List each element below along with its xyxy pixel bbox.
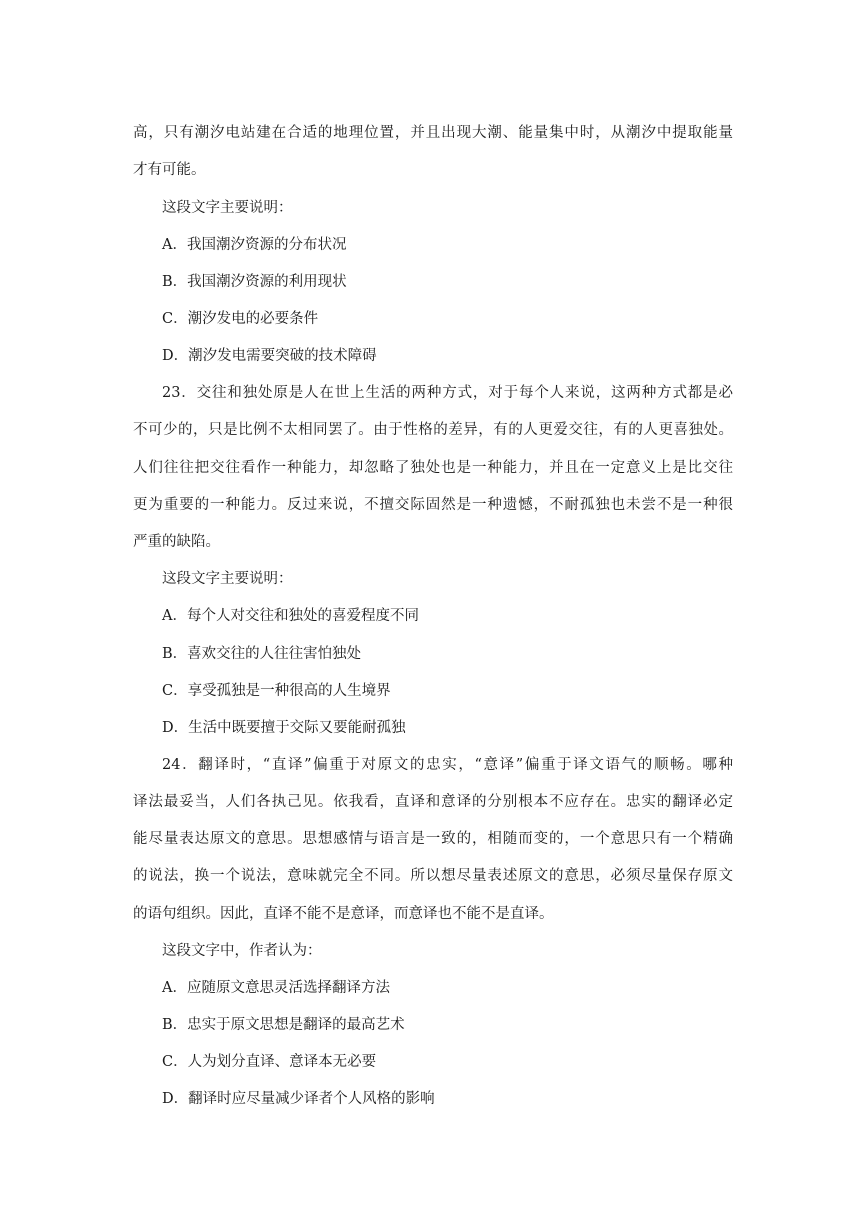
q24-option-a: A．应随原文意思灵活选择翻译方法 bbox=[162, 980, 390, 996]
q24-text-line-5: 的语句组织。因此，直译不能不是意译，而意译也不能不是直译。 bbox=[133, 906, 554, 922]
q24-text-line-2: 译法最妥当，人们各执己见。依我看，直译和意译的分别根本不应存在。忠实的翻译必定 bbox=[133, 794, 733, 810]
q23-text-line-4: 更为重要的一种能力。反过来说，不擅交际固然是一种遗憾，不耐孤独也未尝不是一种很 bbox=[133, 497, 733, 513]
q23-option-c: C．享受孤独是一种很高的人生境界 bbox=[162, 683, 391, 699]
q24-option-b: B．忠实于原文思想是翻译的最高艺术 bbox=[162, 1017, 405, 1033]
q22-option-a: A．我国潮汐资源的分布状况 bbox=[162, 237, 347, 253]
q23-text-line-2: 不可少的，只是比例不太相同罢了。由于性格的差异，有的人更爱交往，有的人更喜独处。 bbox=[133, 422, 733, 438]
q23-option-a: A．每个人对交往和独处的喜爱程度不同 bbox=[162, 608, 419, 624]
q22-prompt: 这段文字主要说明： bbox=[162, 200, 293, 216]
q23-prompt: 这段文字主要说明： bbox=[162, 571, 293, 587]
q22-option-c: C．潮汐发电的必要条件 bbox=[162, 311, 319, 327]
q24-text-line-1: 24．翻译时，“直译”偏重于对原文的忠实，“意译”偏重于译文语气的顺畅。哪种 bbox=[162, 757, 733, 773]
q23-option-d: D．生活中既要擅于交际又要能耐孤独 bbox=[162, 720, 406, 736]
q22-text-line-1: 高，只有潮汐电站建在合适的地理位置，并且出现大潮、能量集中时，从潮汐中提取能量 bbox=[133, 125, 733, 141]
q22-option-b: B．我国潮汐资源的利用现状 bbox=[162, 274, 347, 290]
q23-text-line-3: 人们往往把交往看作一种能力，却忽略了独处也是一种能力，并且在一定意义上是比交往 bbox=[133, 460, 733, 476]
q24-option-c: C．人为划分直译、意译本无必要 bbox=[162, 1054, 377, 1070]
q24-prompt: 这段文字中，作者认为： bbox=[162, 943, 322, 959]
q22-text-line-2: 才有可能。 bbox=[133, 162, 206, 178]
q23-option-b: B．喜欢交往的人往往害怕独处 bbox=[162, 646, 362, 662]
q24-text-line-3: 能尽量表达原文的意思。思想感情与语言是一致的，相随而变的，一个意思只有一个精确 bbox=[133, 831, 733, 847]
q24-option-d: D．翻译时应尽量减少译者个人风格的影响 bbox=[162, 1091, 435, 1107]
q24-text-line-4: 的说法，换一个说法，意味就完全不同。所以想尽量表述原文的意思，必须尽量保存原文 bbox=[133, 868, 733, 884]
q23-text-line-5: 严重的缺陷。 bbox=[133, 534, 220, 550]
q23-text-line-1: 23．交往和独处原是人在世上生活的两种方式，对于每个人来说，这两种方式都是必 bbox=[162, 385, 733, 401]
q22-option-d: D．潮汐发电需要突破的技术障碍 bbox=[162, 348, 377, 364]
